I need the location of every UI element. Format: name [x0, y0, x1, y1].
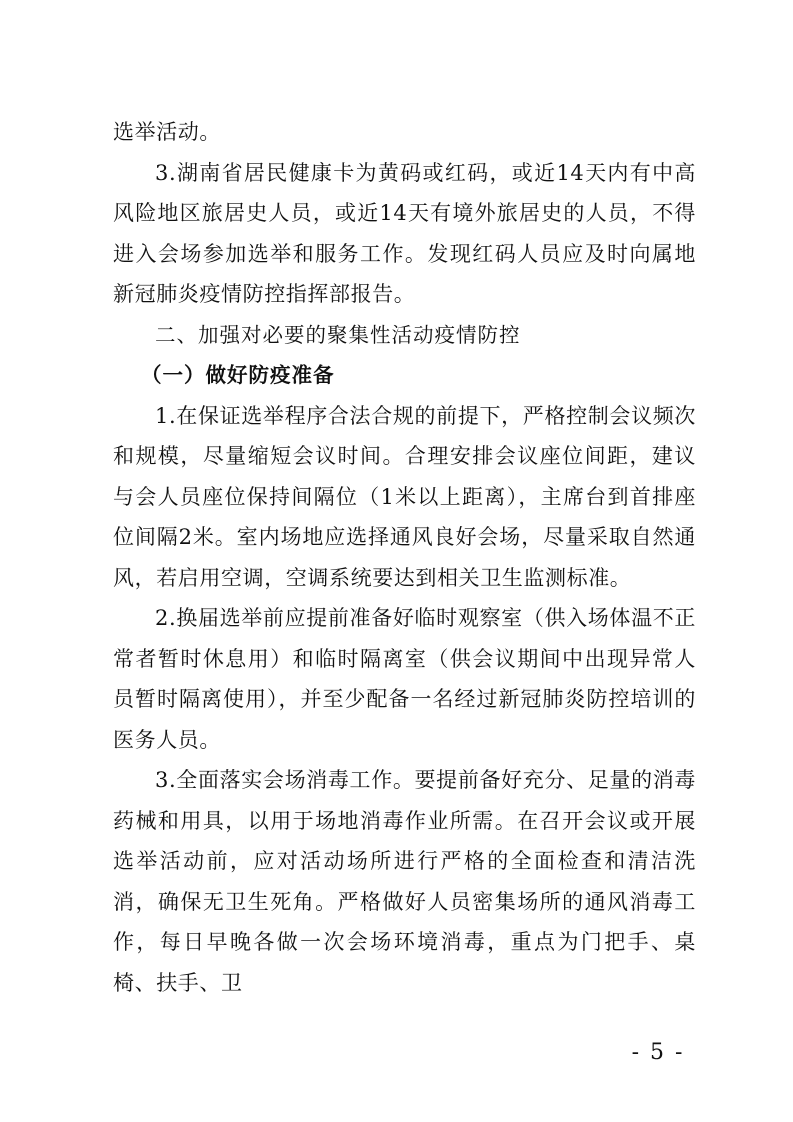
page-number: - 5 -	[631, 1040, 685, 1065]
document-body	[113, 112, 696, 1003]
paragraph-item-3-disinfection: 3.全面落实会场消毒工作。要提前备好充分、足量的消毒药械和用具，以用于场地消毒作业所需。在召开会议或开展选举活动前，应对活动场所进行严格的全面检查和清洁洗消，确保无卫生死角。严格做好人员密集场所的通风消毒工作，每日早晚各做一次会场环境消毒，重点为门把手、桌椅、扶手、卫	[113, 768, 696, 995]
paragraph-item-1-meeting-control: 1.在保证选举程序合法合规的前提下，严格控制会议频次和规模，尽量缩短会议时间。合理安排会议座位间距，建议与会人员座位保持间隔位（1米以上距离），主席台到首排座位间隔2米。室内场地应选择通风良好会场，尽量采取自然通风，若启用空调，空调系统要达到相关卫生监测标准。	[113, 403, 696, 590]
paragraph-continuation: 选举活动。	[113, 120, 221, 144]
section-heading: 二、加强对必要的聚集性活动疫情防控	[155, 322, 521, 347]
paragraph-item-3-health-code: 3.湖南省居民健康卡为黄码或红码，或近14天内有中高风险地区旅居史人员，或近14天有境外旅居史的人员，不得进入会场参加选举和服务工作。发现红码人员应及时向属地新冠肺炎疫情防控指挥部报告。	[113, 160, 696, 306]
subsection-heading: （一）做好防疫准备	[141, 363, 335, 387]
paragraph-item-2-observation-room: 2.换届选举前应提前准备好临时观察室（供入场体温不正常者暂时休息用）和临时隔离室（供会议期间中出现异常人员暂时隔离使用），并至少配备一名经过新冠肺炎防控培训的医务人员。	[113, 606, 696, 752]
